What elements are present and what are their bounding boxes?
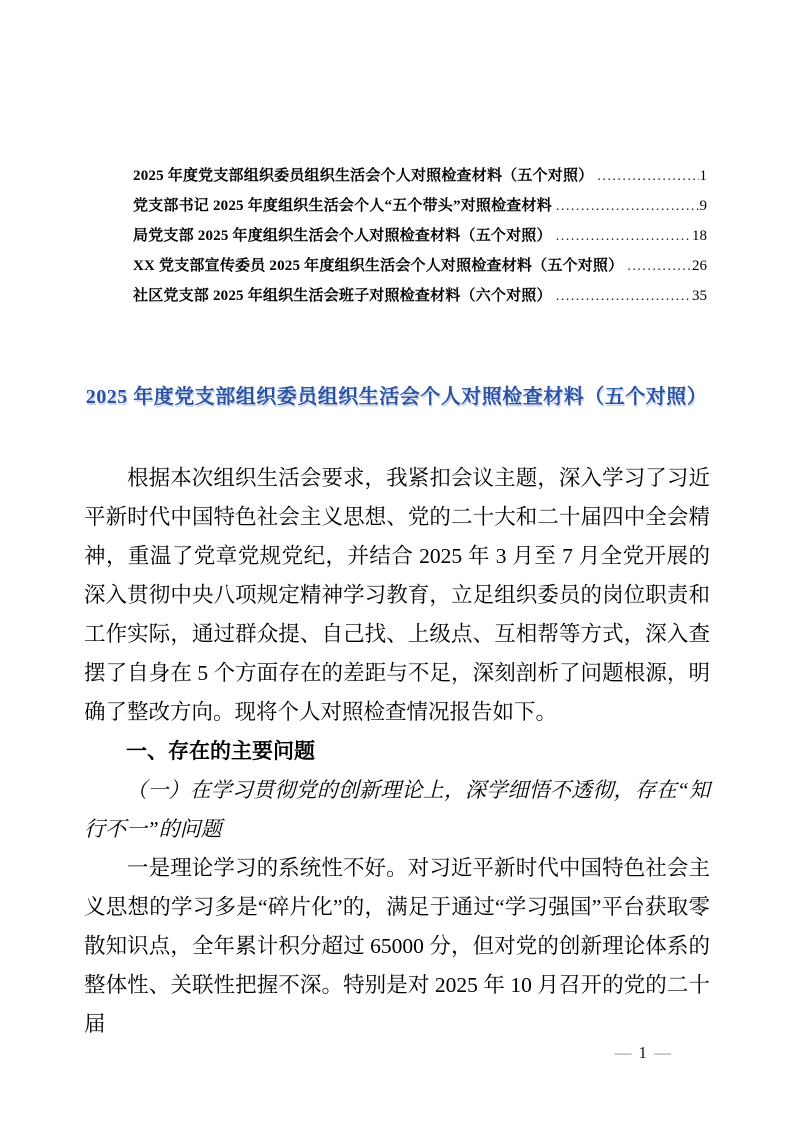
toc-dot-leader <box>597 161 698 192</box>
toc-item[interactable] <box>133 251 707 281</box>
toc-entry-title: 社区党支部 2025 年组织生活会班子对照检查材料（六个对照） <box>133 288 552 304</box>
toc-dot-leader <box>556 191 699 222</box>
toc-item[interactable] <box>133 221 707 251</box>
toc-entry-title: 党支部书记 2025 年度组织生活会个人“五个带头”对照检查材料 <box>133 198 552 214</box>
toc-item[interactable] <box>133 191 707 221</box>
subsection-1-paragraph: 一是理论学习的系统性不好。对习近平新时代中国特色社会主义思想的学习多是“碎片化”的，满足于通过“学习强国”平台获取零散知识点，全年累计积分超过 65000 分，但对党的创新理论体系的整体性、关联性把握不深。特别是对 2025 年 10 月召开的党的二十届 <box>84 856 710 1036</box>
toc-item[interactable] <box>133 161 707 191</box>
toc-dot-leader <box>556 221 691 252</box>
footer-dash-left: — <box>614 1043 633 1062</box>
document-title: 2025 年度党支部组织委员组织生活会个人对照检查材料（五个对照） <box>85 386 708 408</box>
subsection-1-heading: （一）在学习贯彻党的创新理论上，深学细悟不透彻，存在“知行不一”的问题 <box>84 778 710 841</box>
toc-page-number: 26 <box>692 258 707 274</box>
footer-page-number <box>615 1043 673 1063</box>
toc-dot-leader <box>627 251 691 282</box>
toc-entry-title: XX 党支部宣传委员 2025 年度组织生活会个人对照检查材料（五个对照） <box>133 258 624 274</box>
table-of-contents <box>133 161 707 311</box>
toc-entry-title: 2025 年度党支部组织委员组织生活会个人对照检查材料（五个对照） <box>133 168 594 184</box>
section-1-heading: 一、存在的主要问题 <box>126 740 315 763</box>
toc-dot-leader <box>556 281 691 312</box>
toc-item[interactable] <box>133 281 707 311</box>
toc-entry-title: 局党支部 2025 年度组织生活会个人对照检查材料（五个对照） <box>133 228 552 244</box>
footer-page-number-value: 1 <box>638 1043 648 1062</box>
document-body <box>84 459 710 1044</box>
toc-page-number: 1 <box>699 168 707 184</box>
toc-page-number: 35 <box>692 288 707 304</box>
footer-dash-right: — <box>654 1043 672 1062</box>
intro-paragraph: 根据本次组织生活会要求，我紧扣会议主题，深入学习了习近平新时代中国特色社会主义思想、党的二十大和二十届四中全会精神，重温了党章党规党纪，并结合 2025 年 3 月至 7 月全党开展的深入贯彻中央八项规定精神学习教育，立足组织委员的岗位职责和工作实际，通过群众提、自己找、上级点、互相帮等方式，深入查摆了自身在 5 个方面存在的差距与不足，深刻剖析了问题根源，明确了整改方向。现将个人对照检查情况报告如下。 <box>84 466 710 724</box>
toc-page-number: 18 <box>692 228 707 244</box>
toc-page-number: 9 <box>699 198 707 214</box>
